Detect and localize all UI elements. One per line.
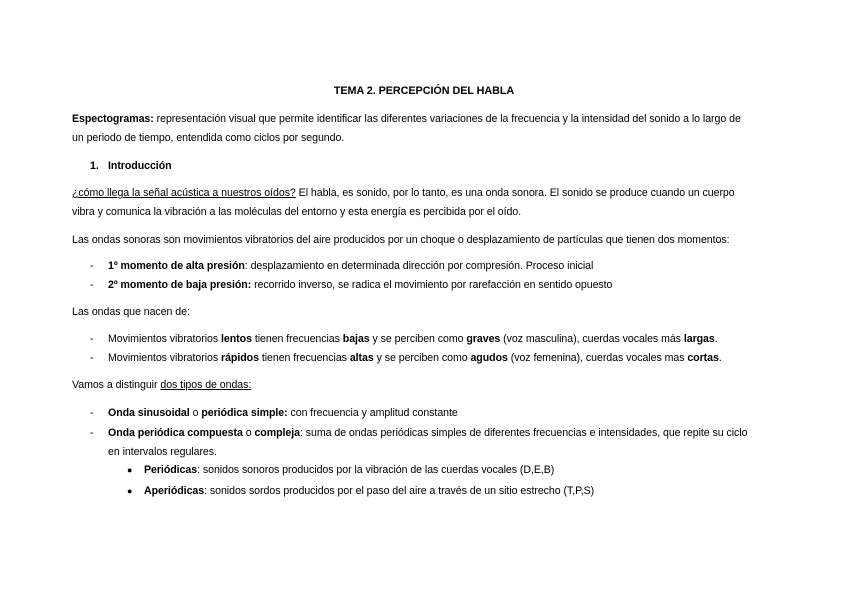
ondas-nacen-paragraph: Las ondas que nacen de: [72,306,190,318]
intro-text: El habla, es sonido, por lo tanto, es una onda sonora. El sonido se produce cuando un cuerpo [295,187,735,199]
momento-term: 2º momento de baja presión: [108,279,252,291]
momento-item [108,259,593,273]
section-number: 1. [90,160,99,172]
dash-marker: - [90,352,94,364]
momento-item [108,278,612,292]
page-title: TEMA 2. PERCEPCIÓN DEL HABLA [333,85,515,97]
espectogramas-label: Espectogramas: [72,113,154,125]
dash-marker: - [90,333,94,345]
subtipo-item: Periódicas: sonidos sonoros producidos por la vibración de las cuerdas vocales (D,E,B) [144,464,555,476]
bullet-marker: ● [127,486,133,496]
movimiento-item: Movimientos vibratorios rápidos tienen frecuencias altas y se perciben como agudos (voz femenina), cuerdas vocales mas cortas. [108,352,722,364]
dash-marker: - [90,427,94,439]
onda-item-continuation: en intervalos regulares. [108,446,217,458]
intro-line2: vibra y comunica la vibración a las moléculas del entorno y esta energía es percibida por el oído. [72,206,522,218]
section-heading: Introducción [108,160,172,172]
bullet-marker: ● [127,465,133,475]
intro-line1 [72,186,735,200]
onda-item: Onda periódica compuesta o compleja: suma de ondas periódicas simples de diferentes frecuencias e intensidades, que repite su ciclo [108,427,748,439]
dash-marker: - [90,407,94,419]
momento-desc: : desplazamiento en determinada dirección por compresión. Proceso inicial [244,260,594,272]
espectogramas-text: representación visual que permite identificar las diferentes variaciones de la frecuencia y la intensidad del sonido a lo largo de [153,113,741,125]
tipos-paragraph [72,378,251,392]
tipos-prefix: Vamos a distinguir [72,379,161,391]
subtipo-item: Aperiódicas: sonidos sordos producidos por el paso del aire a través de un sitio estrecho (T,P,S) [144,485,595,497]
intro-question: ¿cómo llega la señal acústica a nuestros oídos? [72,187,296,199]
dash-marker: - [90,279,94,291]
tipos-underlined: dos tipos de ondas: [160,379,252,391]
onda-item: Onda sinusoidal o periódica simple: con frecuencia y amplitud constante [108,407,458,419]
movimiento-item: Movimientos vibratorios lentos tienen frecuencias bajas y se perciben como graves (voz masculina), cuerdas vocales más largas. [108,333,718,345]
espectogramas-line1 [72,112,741,126]
espectogramas-line2: un periodo de tiempo, entendida como ciclos por segundo. [72,132,345,144]
momento-term: 1º momento de alta presión [108,260,245,272]
momento-desc: recorrido inverso, se radica el movimiento por rarefacción en sentido opuesto [251,279,613,291]
dash-marker: - [90,260,94,272]
ondas-sonoras-paragraph: Las ondas sonoras son movimientos vibratorios del aire producidos por un choque o desplazamiento de partículas que tienen dos momentos: [72,234,730,246]
